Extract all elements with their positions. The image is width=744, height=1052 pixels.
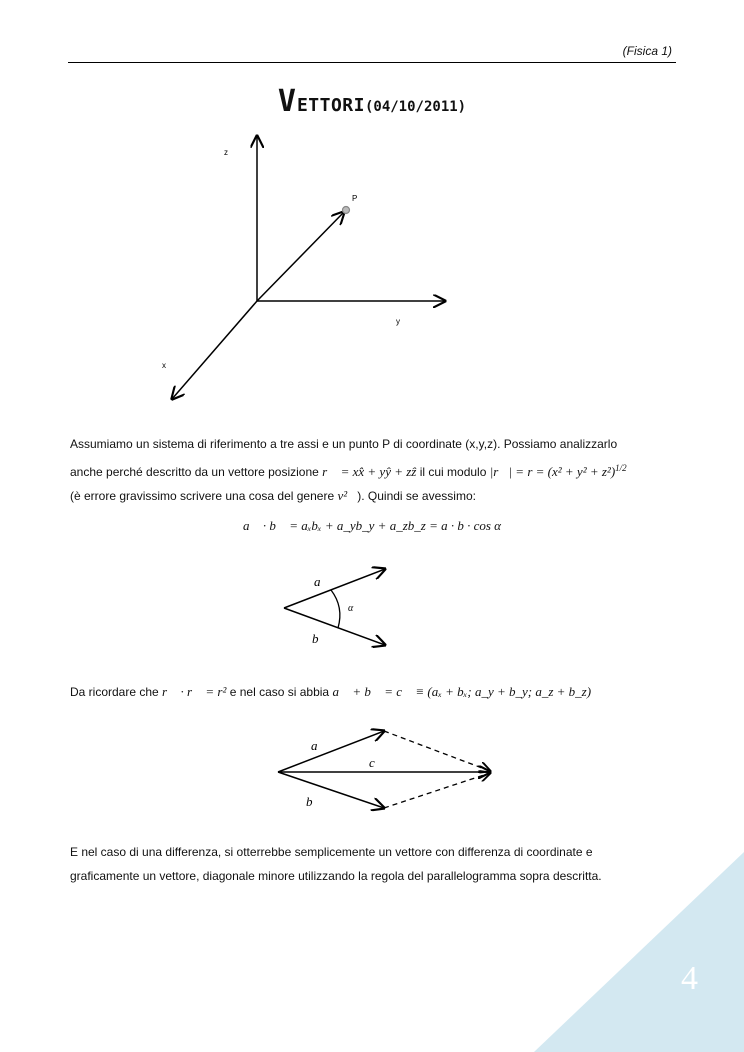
vector-b [278, 772, 384, 808]
alpha-label: α [348, 603, 354, 614]
vector-c-label: c⃗ [369, 755, 385, 770]
axes-diagram [162, 136, 445, 399]
wrong-notation: v²⃗ [337, 488, 358, 503]
x-axis [172, 301, 257, 399]
text: Da ricordare che [70, 685, 163, 699]
sum-diagram [278, 731, 490, 809]
text: anche perché descritto da un vettore posizione [70, 465, 323, 479]
paragraph-line: E nel caso di una differenza, si otterrebbe semplicemente un vettore con differenza di coordinate e [70, 845, 593, 859]
paragraph-line: graficamente un vettore, diagonale minore utilizzando la regola del parallelogramma sopra descritta. [70, 869, 602, 883]
page-number: 4 [681, 960, 698, 997]
dot-product-equation: a⃗ · b⃗ = aₓbₓ + a_yb_y + a_zb_z = a · b · cos α [242, 518, 501, 533]
text: il cui modulo [416, 465, 490, 479]
angle-arc [331, 590, 340, 628]
point-p-label: P [352, 194, 358, 203]
paragraph-line [70, 456, 673, 484]
title-date: (04/10/2011) [364, 99, 467, 115]
point-p-marker [343, 207, 350, 214]
paragraph-sum [70, 680, 673, 704]
paragraph-line [70, 484, 673, 508]
paragraph-line: Assumiamo un sistema di riferimento a tre assi e un punto P di coordinate (x,y,z). Possiamo analizzarlo [70, 437, 618, 451]
vector-b [284, 608, 385, 645]
paragraph-coordinates [70, 432, 673, 508]
position-vector [257, 212, 344, 301]
vector-b-label: b⃗ [312, 631, 329, 646]
corner-decoration [534, 852, 744, 1052]
title-rest: ETTORI [296, 95, 365, 116]
dashed-side-top [384, 731, 490, 771]
z-axis-label: z [224, 148, 228, 157]
text: (è errore gravissimo scrivere una cosa del genere [70, 489, 338, 503]
vector-a [284, 569, 385, 608]
exponent: 1/2 [615, 463, 627, 473]
text: ). Quindi se avessimo: [357, 489, 476, 503]
angle-diagram [284, 569, 385, 646]
x-axis-label: x [162, 361, 166, 370]
square-formula: r⃗ · r⃗ = r² [162, 684, 227, 699]
sum-formula: a⃗ + b⃗ = c⃗ ≡ (aₓ + bₓ; a_y + b_y; a_z + b_z) [332, 684, 592, 699]
vector-a-label: a⃗ [314, 574, 331, 589]
vector-a-label: a⃗ [311, 738, 328, 753]
modulus-formula: |r⃗| = r = (x² + y² + z²) [489, 464, 616, 479]
vector-b-label: b⃗ [306, 794, 323, 809]
y-axis-label: y [396, 317, 400, 326]
running-header: (Fisica 1) [622, 44, 672, 58]
dashed-side-bottom [384, 773, 490, 808]
position-vector-formula: r⃗ = xx̂ + yŷ + zẑ [322, 464, 417, 479]
text: e nel caso si abbia [226, 685, 333, 699]
title-initial: V [277, 84, 297, 119]
